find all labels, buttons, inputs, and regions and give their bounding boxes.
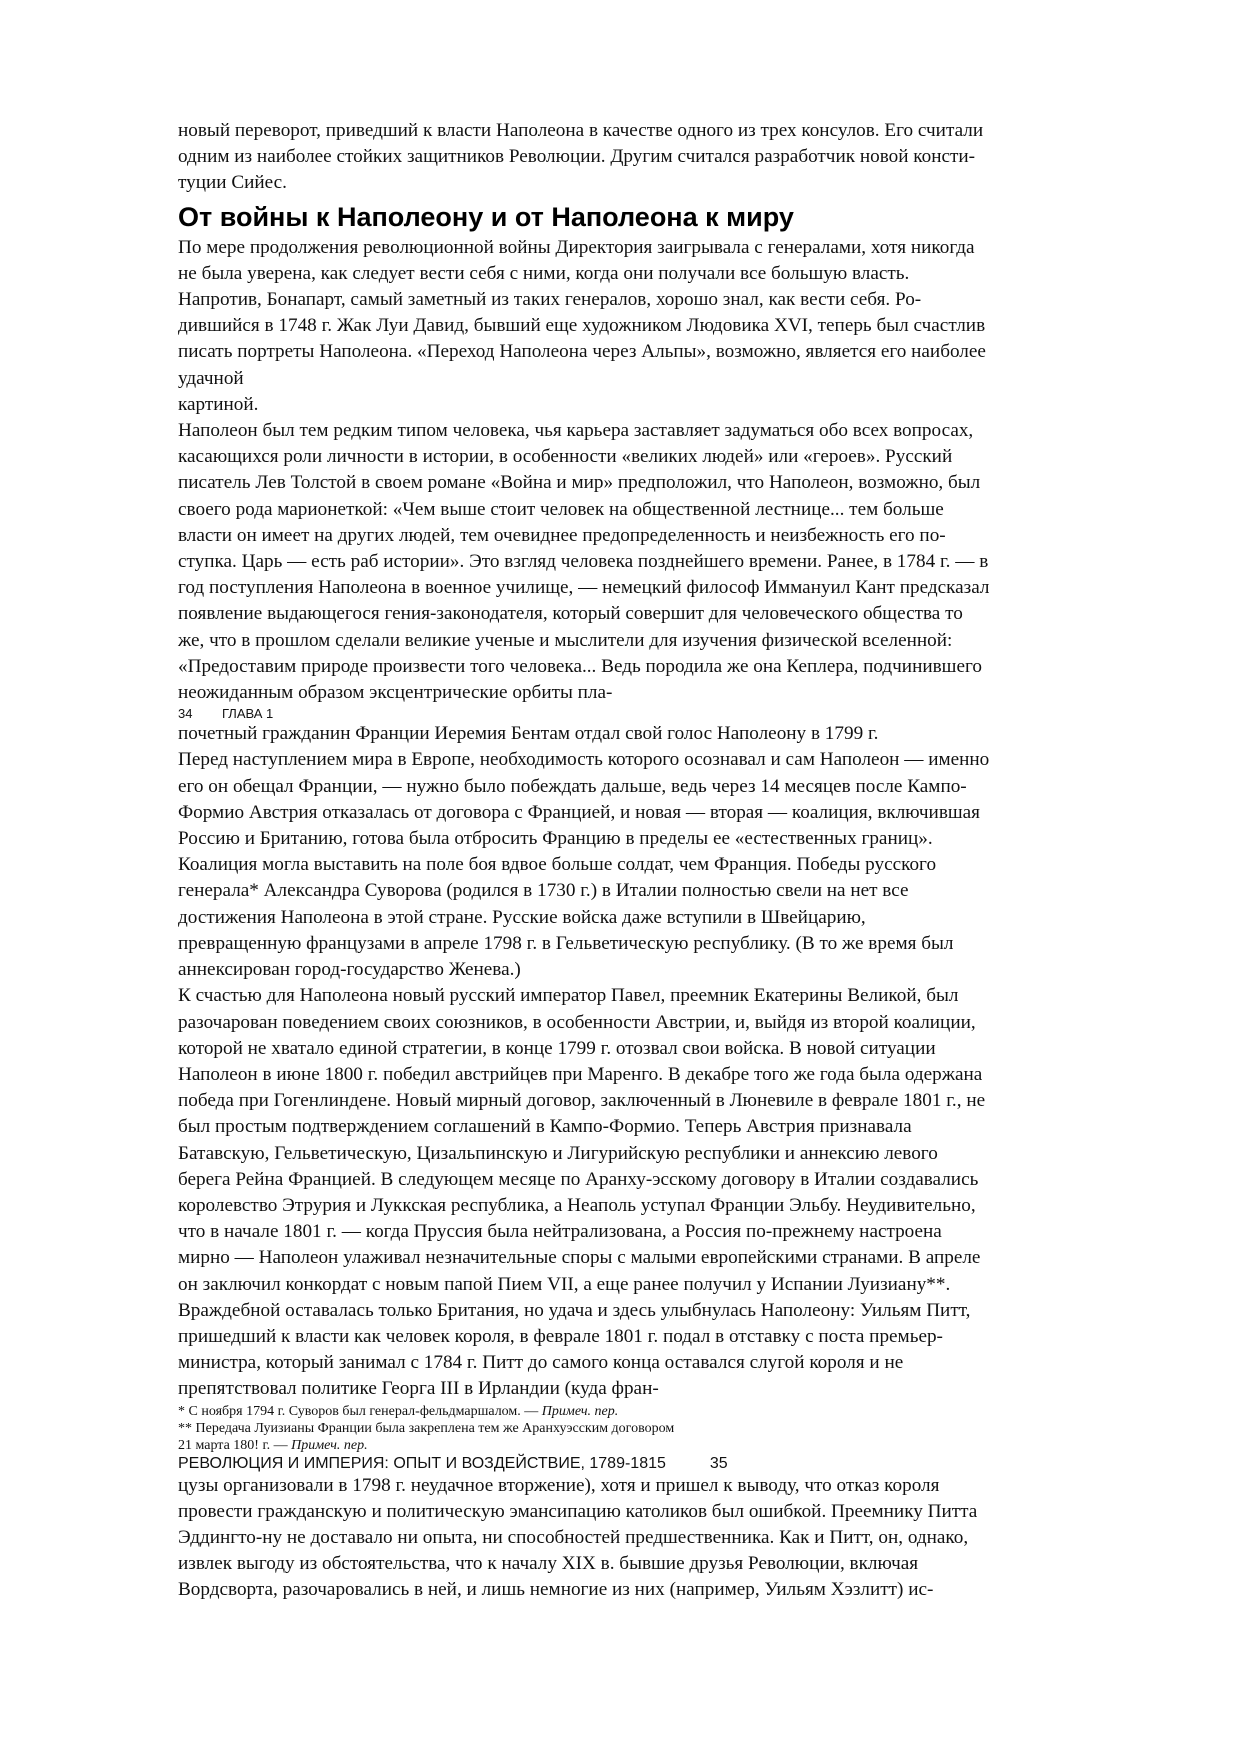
footnotes <box>178 1403 1160 1454</box>
running-head-book <box>178 1454 1160 1473</box>
text-line: победа при Гогенлиндене. Новый мирный договор, заключенный в Люневиле в феврале 1801 г., не <box>178 1090 986 1112</box>
paragraph-2 <box>178 418 1160 706</box>
chapter-label: ГЛАВА 1 <box>222 706 274 722</box>
text-line: препятствовал политике Георга III в Ирландии (куда фран- <box>178 1378 659 1400</box>
text-line: извлек выгоду из обстоятельства, что к началу XIX в. бывшие друзья Революции, включая <box>178 1553 919 1575</box>
text-line: мирно — Наполеон улаживал незначительные споры с малыми европейскими странами. В апреле <box>178 1247 981 1269</box>
footnote-attribution: Примеч. пер. <box>291 1437 368 1453</box>
text-line: своего рода марионеткой: «Чем выше стоит человек на общественной лестнице... тем больше <box>178 498 944 520</box>
text-line: Эддингто-ну не доставало ни опыта, ни способностей предшественника. Как и Питт, он, однако, <box>178 1526 969 1548</box>
book-title: РЕВОЛЮЦИЯ И ИМПЕРИЯ: ОПЫТ И ВОЗДЕЙСТВИЕ, 1789-1815 <box>178 1454 666 1472</box>
footnote-attribution: Примеч. пер. <box>541 1403 619 1419</box>
text-line: аннексирован город-государство Женева.) <box>178 959 521 981</box>
page-number: 34 <box>178 706 193 722</box>
text-line: Формио Австрия отказалась от договора с Францией, и новая — вторая — коалиция, включившая <box>178 801 980 823</box>
paragraph-3 <box>178 721 1160 983</box>
paragraph-5 <box>178 1473 1160 1604</box>
text-line: Коалиция могла выставить на поле боя вдвое больше солдат, чем Франция. Победы русского <box>178 854 937 876</box>
text-line: Наполеон в июне 1800 г. победил австрийцев при Маренго. В декабре того же года была одержана <box>178 1063 983 1085</box>
text-line: картиной. <box>178 393 259 415</box>
text-line: касающихся роли личности в истории, в особенности «великих людей» или «героев». Русский <box>178 446 953 468</box>
text-line: неожиданным образом эксцентрические орбиты пла- <box>178 682 613 704</box>
text-line: что в начале 1801 г. — когда Пруссия была нейтрализована, а Россия по-прежнему настроена <box>178 1221 942 1243</box>
text-line: новый переворот, приведший к власти Наполеона в качестве одного из трех консулов. Его считали <box>178 120 984 141</box>
text-line: министра, который занимал с 1784 г. Питт до самого конца оставался слугой короля и не <box>178 1352 904 1374</box>
text-line: Вордсворта, разочаровались в ней, и лишь немногие из них (например, Уильям Хэзлитт) ис- <box>178 1579 934 1601</box>
footnote-text: 21 марта 180! г. — <box>178 1437 292 1453</box>
intro-paragraph <box>178 118 1160 197</box>
text-line: дившийся в 1748 г. Жак Луи Давид, бывший еще художником Людовика XVI, теперь был счастлив <box>178 315 986 337</box>
text-line: туции Сийес. <box>178 172 287 194</box>
text-line: берега Рейна Францией. В следующем месяце по Аранху-эсскому договору в Италии создавались <box>178 1168 979 1190</box>
text-line: пришедший к власти как человек короля, в феврале 1801 г. подал в отставку с поста премьер- <box>178 1325 943 1347</box>
text-line: достижения Наполеона в этой стране. Русские войска даже вступили в Швейцарию, <box>178 906 866 928</box>
text-line: год поступления Наполеона в военное училище, — немецкий философ Иммануил Кант предсказал <box>178 577 990 599</box>
footnote-text: * С ноября 1794 г. Суворов был генерал-фельдмаршалом. — <box>178 1403 542 1419</box>
text-line: «Предоставим природе произвести того человека... Ведь породила же она Кеплера, подчинившего <box>178 655 982 677</box>
page-number: 35 <box>709 1454 728 1472</box>
text-line: почетный гражданин Франции Иеремия Бентам отдал свой голос Наполеону в 1799 г. <box>178 723 879 745</box>
text-line: цузы организовали в 1798 г. неудачное вторжение), хотя и пришел к выводу, что отказ короля <box>178 1474 940 1496</box>
footnote <box>178 1403 1160 1420</box>
text-line: разочарован поведением своих союзников, в особенности Австрии, и, выйдя из второй коалиции, <box>178 1011 976 1033</box>
footnote-text: ** Передача Луизианы Франции была закреплена тем же Аранхуэсским договором <box>178 1420 675 1436</box>
text-line: К счастью для Наполеона новый русский император Павел, преемник Екатерины Великой, был <box>178 985 959 1007</box>
section-heading: От войны к Наполеону и от Наполеона к миру <box>178 201 794 232</box>
paragraph-4 <box>178 983 1160 1402</box>
text-line: его он обещал Франции, — нужно было побеждать дальше, ведь через 14 месяцев после Кампо- <box>178 775 967 797</box>
footnote <box>178 1437 1160 1454</box>
text-line: королевство Этрурия и Луккская республика, а Неаполь уступал Франции Эльбу. Неудивительно, <box>178 1194 976 1216</box>
text-line: Россию и Британию, готова была отбросить Францию в пределы ее «естественных границ». <box>178 828 933 850</box>
document-page <box>178 118 1160 1604</box>
text-line: одним из наиболее стойких защитников Революции. Другим считался разработчик новой консти- <box>178 146 976 168</box>
text-line: Враждебной оставалась только Британия, но удача и здесь улыбнулась Наполеону: Уильям Питт, <box>178 1299 971 1321</box>
text-line: удачной <box>178 367 244 389</box>
text-line: появление выдающегося гения-законодателя, который совершит для человеческого общества то <box>178 603 963 625</box>
text-line: власти он имеет на других людей, тем очевиднее предопределенность и неизбежность его по- <box>178 524 946 546</box>
text-line: Напротив, Бонапарт, самый заметный из таких генералов, хорошо знал, как вести себя. Ро- <box>178 289 922 311</box>
paragraph-1 <box>178 235 1160 418</box>
text-line: которой не хватало единой стратегии, в конце 1799 г. отозвал свои войска. В новой ситуации <box>178 1037 936 1059</box>
text-line: не была уверена, как следует вести себя с ними, когда они получали все большую власть. <box>178 262 910 284</box>
text-line: генерала* Александра Суворова (родился в 1730 г.) в Италии полностью свели на нет все <box>178 880 909 902</box>
text-line: По мере продолжения революционной войны Директория заигрывала с генералами, хотя никогда <box>178 236 975 258</box>
text-line: он заключил конкордат с новым папой Пием VII, а еще ранее получил у Испании Луизиану**. <box>178 1273 951 1295</box>
text-line: Перед наступлением мира в Европе, необходимость которого осознавал и сам Наполеон — именно <box>178 749 990 771</box>
text-line: провести гражданскую и политическую эмансипацию католиков был ошибкой. Преемнику Питта <box>178 1500 978 1522</box>
running-head-chapter <box>178 706 1160 721</box>
text-line: Наполеон был тем редким типом человека, чья карьера заставляет задуматься обо всех вопросах, <box>178 420 974 442</box>
text-line: же, что в прошлом сделали великие ученые и мыслители для изучения физической вселенной: <box>178 629 953 651</box>
text-line: Батавскую, Гельветическую, Цизальпинскую и Лигурийскую республики и аннексию левого <box>178 1142 938 1164</box>
text-line: превращенную французами в апреле 1798 г. в Гельветическую республику. (В то же время был <box>178 932 954 954</box>
text-line: писать портреты Наполеона. «Переход Наполеона через Альпы», возможно, является его наиболее <box>178 341 986 363</box>
text-line: ступка. Царь — есть раб истории». Это взгляд человека позднейшего времени. Ранее, в 1784 г. — в <box>178 551 989 573</box>
footnote <box>178 1420 1160 1437</box>
text-line: писатель Лев Толстой в своем романе «Война и мир» предположил, что Наполеон, возможно, был <box>178 472 981 494</box>
text-line: был простым подтверждением соглашений в Кампо-Формио. Теперь Австрия признавала <box>178 1116 912 1138</box>
